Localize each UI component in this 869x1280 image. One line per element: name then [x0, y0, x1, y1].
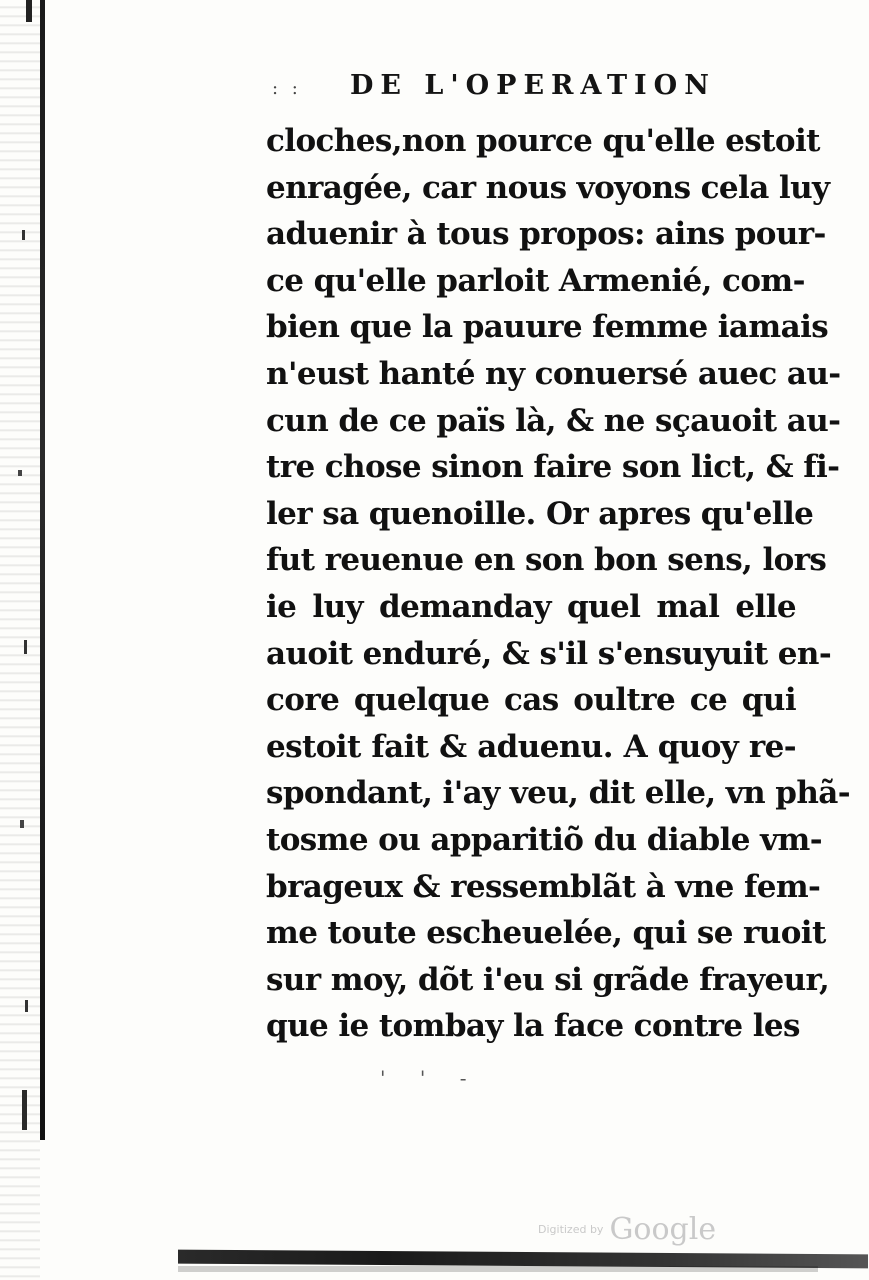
watermark-brand: Google: [609, 1212, 717, 1247]
scan-bottom-shadow: [178, 1266, 818, 1272]
text-line: tre chose sinon faire son lict, & fi-: [266, 449, 840, 486]
text-line: ce qu'elle parloit Armenié, com-: [266, 262, 805, 299]
scan-gutter-edge: [40, 0, 45, 1140]
stray-ink-marks: ' ' -: [380, 1066, 481, 1090]
text-line: ler sa quenoille. Or apres qu'elle: [266, 495, 814, 532]
digitization-watermark: [538, 1212, 716, 1247]
text-line: enragée, car nous voyons cela luy: [266, 169, 830, 206]
text-line: sur moy, dõt i'eu si grãde frayeur,: [266, 961, 830, 998]
text-line: n'eust hanté ny conuersé auec au-: [266, 355, 841, 392]
watermark-prefix: Digitized by: [538, 1223, 604, 1236]
text-line: ie luy demanday quel mal elle: [266, 588, 796, 625]
text-line: brageux & ressemblãt à vne fem-: [266, 868, 821, 905]
running-head: DE L'OPERATION: [350, 70, 716, 101]
text-line: core quelque cas oultre ce qui: [266, 682, 796, 719]
text-line: auoit enduré, & s'il s'ensuyuit en-: [266, 635, 832, 672]
text-line: me toute escheuelée, qui se ruoit: [266, 915, 826, 952]
text-line: estoit fait & aduenu. A quoy re-: [266, 728, 796, 765]
text-line: bien que la pauure femme iamais: [266, 309, 829, 346]
body-text: [266, 118, 851, 1050]
text-line: aduenir à tous propos: ains pour-: [266, 216, 826, 253]
scan-edge-marks: [0, 0, 40, 1280]
text-line: cloches,non pource qu'elle estoit: [266, 123, 820, 159]
head-ornament-dots: : :: [272, 78, 302, 99]
text-line: spondant, i'ay veu, dit elle, vn phã-: [266, 775, 851, 812]
text-line: que ie tombay la face contre les: [266, 1008, 800, 1045]
text-line: fut reuenue en son bon sens, lors: [266, 542, 827, 579]
text-line: cun de ce païs là, & ne sçauoit au-: [266, 402, 841, 439]
text-line: tosme ou apparitiõ du diable vm-: [266, 821, 822, 858]
